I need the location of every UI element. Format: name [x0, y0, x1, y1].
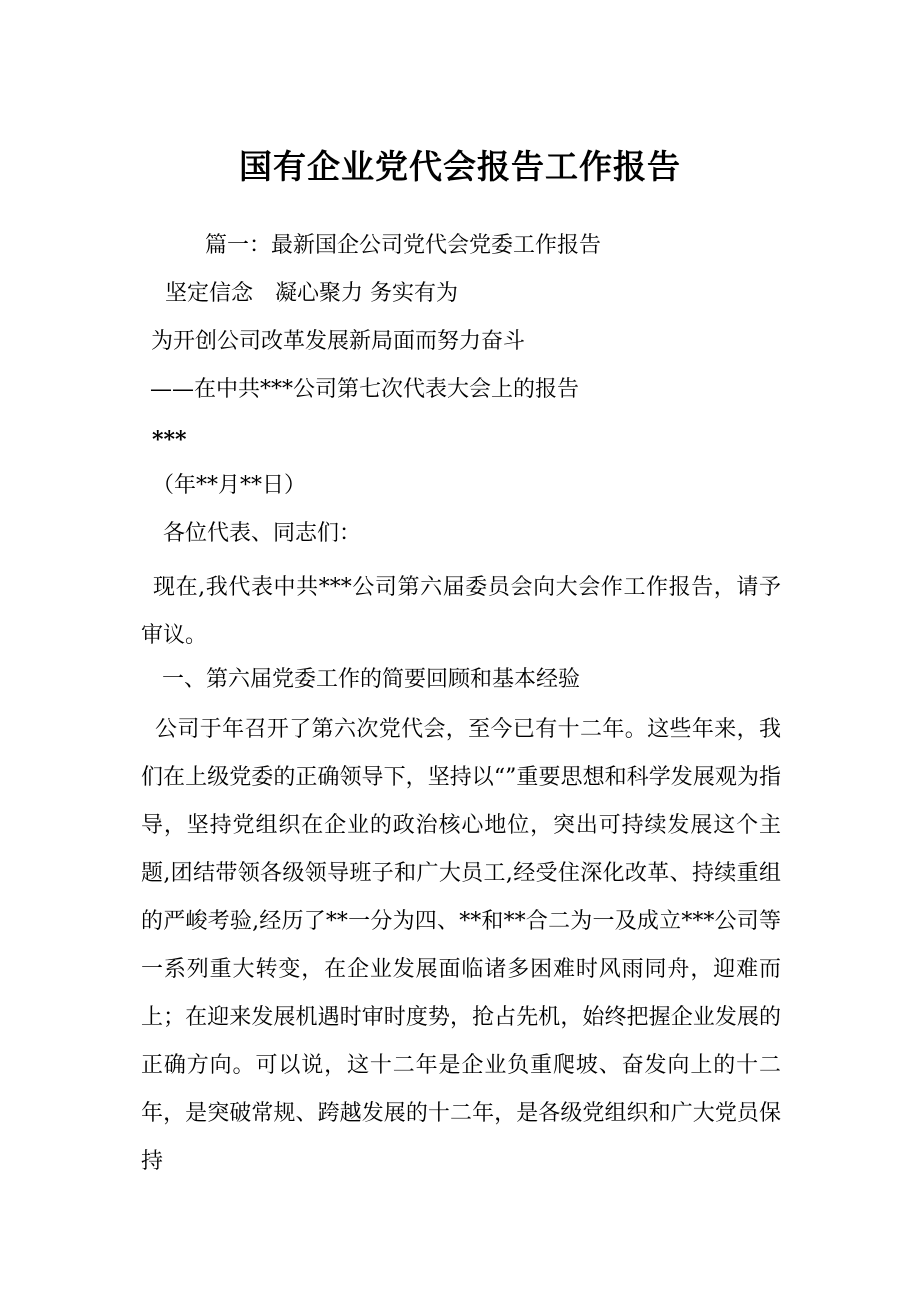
slogan-line-2: 为开创公司改革发展新局面而努力奋斗: [151, 329, 526, 354]
author-name: ***: [152, 427, 187, 453]
slogan-line-1: 坚定信念 凝心聚力 务实有为: [165, 281, 458, 306]
paragraph-intro: 现在,我代表中共***公司第六届委员会向大会作工作报告，请予审议。: [141, 575, 781, 648]
report-subtitle: ——在中共***公司第七次代表大会上的报告: [150, 377, 580, 402]
heading-one: 一、第六届党委工作的简要回顾和基本经验: [162, 667, 581, 692]
paragraph-review: 公司于年召开了第六次党代会，至今已有十二年。这些年来，我们在上级党委的正确领导下，坚持以“”重要思想和科学发展观为指导，坚持党组织在企业的政治核心地位，突出可持续发展这个主题,团结带领各级领导班子和广大员工,经受住深化改革、持续重组的严峻考验,经历了**一分为四、**和**合二为一及成立***公司等一系列重大转变，在企业发展面临诸多困难时风雨同舟，迎难而上；在迎来发展机遇时审时度势，抢占先机，始终把握企业发展的正确方向。可以说，这十二年是企业负重爬坡、奋发向上的十二年，是突破常规、跨越发展的十二年，是各级党组织和广大党员保持: [141, 717, 781, 1174]
document-title: 国有企业党代会报告工作报告: [239, 147, 681, 186]
salutation: 各位代表、同志们：: [163, 521, 362, 546]
section-heading: 篇一：最新国企公司党代会党委工作报告: [205, 233, 602, 258]
report-date: （年**月**日）: [152, 473, 307, 498]
